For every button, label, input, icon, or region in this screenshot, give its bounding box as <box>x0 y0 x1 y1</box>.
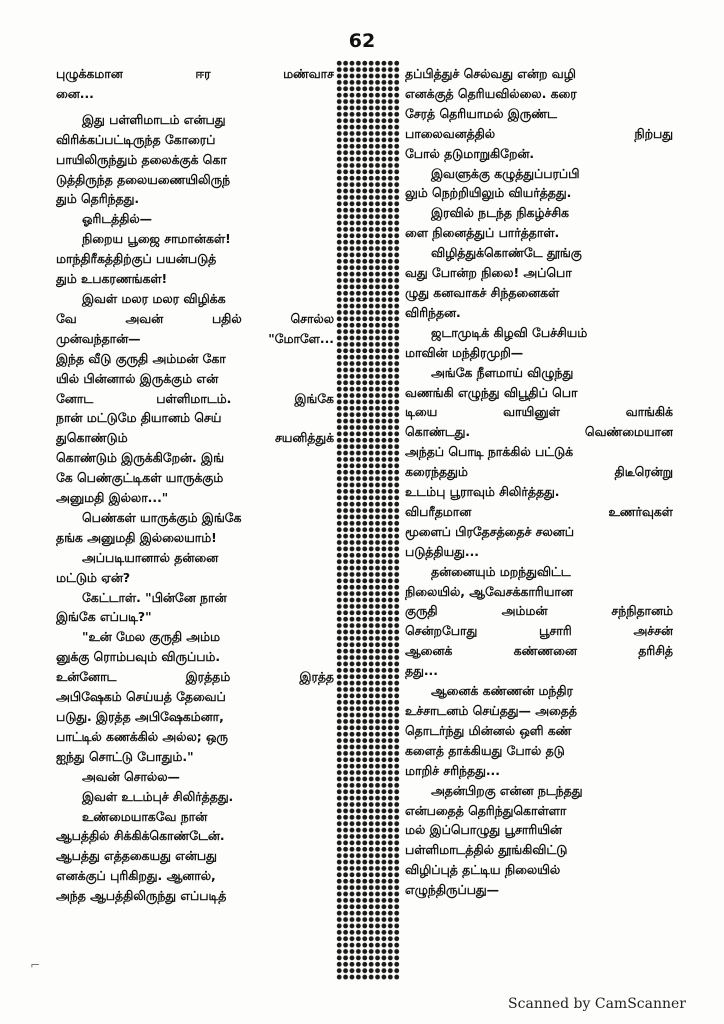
text-line: நான் மட்டுமே தியானம் செய் <box>56 410 222 426</box>
text-line: ழுது கனவாகச் சிந்தனைகள் <box>405 284 560 300</box>
text-line: ஜடாமுடிக் கிழவி பேச்சியம் <box>431 324 588 340</box>
text-line: ஐந்து சொட்டு போதும்." <box>56 748 194 764</box>
text-line: அபிஷேகம் செய்யத் தேவைப் <box>56 689 226 705</box>
text-line: போல் தடுமாறுகிறேன். <box>405 145 535 161</box>
right-text-column <box>405 64 673 900</box>
text-line: யில் பின்னால் இருக்கும் என் <box>56 370 219 386</box>
text-line: இவள் உடம்புச் சிலிர்த்தது. <box>82 788 234 804</box>
text-line: டியை வாயினுள் வாங்கிக் <box>405 404 673 420</box>
text-line: அந்த ஆபத்திலிருந்து எப்படித் <box>56 888 227 904</box>
text-line: உன்னோட இரத்தம் இரத்த <box>56 669 334 685</box>
text-line: உச்சாடனம் செய்தது— அதைத் <box>405 703 577 718</box>
text-line: லும் நெற்றியிலும் வியர்த்தது. <box>405 185 572 201</box>
text-line: அங்கே நீளமாய் விழுந்து <box>431 364 574 380</box>
text-line: புழுக்கமான ஈர மண்வாச <box>56 66 334 81</box>
text-line: விழிப்புத் தட்டிய நிலையில் <box>405 862 561 878</box>
text-line: கொண்டது. வெண்மையான <box>405 424 673 440</box>
text-line: கேட்டாள். "பின்னே நான் <box>82 589 227 605</box>
text-line: பள்ளிமாடத்தில் தூங்கிவிட்டு <box>405 842 568 858</box>
text-line: நிறைய பூஜை சாமான்கள்! <box>82 231 231 247</box>
text-line: தப்பித்துச் செல்வது என்ற வழி <box>405 66 576 81</box>
text-line: விரிக்கப்பட்டிருந்த கோரைப் <box>56 131 216 147</box>
text-line: எனக்குத் தெரியவில்லை. கரை <box>405 85 577 101</box>
page-number: 62 <box>348 30 376 52</box>
text-line: இந்த வீடு குருதி அம்மன் கோ <box>56 350 226 366</box>
text-line: தும் தெரிந்தது. <box>56 191 140 207</box>
text-line: மாவின் மந்திரமுறி— <box>405 344 524 360</box>
text-line: ஓரிடத்தில்— <box>82 211 153 227</box>
text-line: துகொண்டும் சயனித்துக் <box>56 430 334 446</box>
text-line: "உன் மேல குருதி அம்ம <box>82 629 220 645</box>
text-line: னை... <box>56 85 94 101</box>
text-line: பெண்கள் யாருக்கும் இங்கே <box>82 509 242 525</box>
text-line: படுத்தியது... <box>405 543 479 559</box>
text-line: தது... <box>405 663 438 679</box>
text-line: வணங்கி எழுந்து விபூதிப் பொ <box>405 384 578 400</box>
text-line: கே பெண்குட்டிகள் யாருக்கும் <box>56 470 224 486</box>
text-line: ஆனைக் கண்ணனை தரிசித் <box>405 643 673 659</box>
text-line: முன்வந்தான்— "மோளே... <box>56 330 334 346</box>
text-line: படுது. இரத்த அபிஷேகம்னா, <box>56 709 224 724</box>
text-line: மாறிச் சரிந்தது... <box>405 762 500 778</box>
text-line: மல் இப்பொழுது பூசாரியின் <box>405 822 562 838</box>
text-line: பாலைவனத்தில் நிற்பது <box>405 125 673 141</box>
text-line: இவள் மலர மலர விழிக்க <box>82 290 226 306</box>
text-line: உடம்பு பூராவும் சிலிர்த்தது. <box>405 484 560 500</box>
text-line: டுத்திருந்த தலையணையிலிருந் <box>56 171 231 187</box>
text-line: களைத் தாக்கியது போல் தடு <box>405 742 565 758</box>
text-line: னோட பள்ளிமாடம். இங்கே <box>56 390 334 406</box>
text-line: கரைந்ததும் திடீரென்று <box>405 464 673 480</box>
text-line: ஆனைக் கண்ணன் மந்திர <box>431 683 573 699</box>
text-line: அவன் சொல்ல— <box>82 768 180 784</box>
text-line: அப்படியானால் தன்னை <box>82 549 219 565</box>
text-line: மூளைப் பிரதேசத்தைச் சலனப் <box>405 523 575 539</box>
text-line: என்பதைத் தெரிந்துகொள்ளா <box>405 802 567 818</box>
text-line: னுக்கு ரொம்பவும் விருப்பம். <box>56 649 221 665</box>
text-line: வது போன்ற நிலை! அப்பொ <box>405 265 572 281</box>
text-line: குருதி அம்மன் சந்நிதானம் <box>405 603 673 619</box>
text-line: சென்றபோது பூசாரி அச்சன் <box>405 623 673 639</box>
text-line: அந்தப் பொடி நாக்கில் பட்டுக் <box>405 444 574 460</box>
text-line: இவளுக்கு கழுத்துப்பரப்பி <box>431 165 580 181</box>
text-line: இது பள்ளிமாடம் என்பது <box>82 111 226 127</box>
text-line: தங்க அனுமதி இல்லையாம்! <box>56 529 217 545</box>
text-line: வே அவன் பதில் சொல்ல <box>56 310 334 326</box>
corner-mark: ⌐ <box>30 958 41 972</box>
dotted-column-divider <box>336 60 400 980</box>
text-line: ஆபத்தில் சிக்கிக்கொண்டேன். <box>56 828 225 844</box>
text-line: கொண்டும் இருக்கிறேன். இங் <box>56 450 224 466</box>
text-line: தொடர்ந்து மின்னல் ஒளி கண் <box>405 722 572 738</box>
text-line: உண்மையாகவே நான் <box>82 808 208 824</box>
text-line: மட்டும் ஏன்? <box>56 569 131 585</box>
text-line: எழுந்திருப்பது— <box>405 882 500 898</box>
text-line: விரிந்தன. <box>405 304 461 320</box>
text-line: அனுமதி இல்லா..." <box>56 490 169 506</box>
text-line: ஆபத்து எத்தகையது என்பது <box>56 848 217 864</box>
text-line: இங்கே எப்படி?" <box>56 609 152 625</box>
text-line: பாட்டில் கணக்கில் அல்ல; ஒரு <box>56 728 228 744</box>
text-line: விழித்துக்கொண்டே தூங்கு <box>431 245 582 261</box>
text-line: இரவில் நடந்த நிகழ்ச்சிக <box>431 205 569 221</box>
text-line: நிலையில், ஆவேசக்காரியான <box>405 583 573 599</box>
text-line: விபரீதமான உணர்வுகள் <box>405 503 673 519</box>
left-text-column <box>56 64 334 906</box>
text-line: எனக்குப் புரிகிறது. ஆனால், <box>56 868 216 884</box>
scanner-watermark: Scanned by CamScanner <box>508 996 686 1012</box>
text-line: ளை நினைத்துப் பார்த்தாள். <box>405 225 560 241</box>
text-line: பாயிலிருந்தும் தலைக்குக் கொ <box>56 151 227 167</box>
text-line: சேரத் தெரியாமல் இருண்ட <box>405 105 557 121</box>
text-line: அதன்பிறகு என்ன நடந்தது <box>431 782 583 798</box>
text-line: தன்னையும் மறந்துவிட்ட <box>431 563 571 579</box>
text-line: தும் உபகரணங்கள்! <box>56 271 168 287</box>
text-line: மாந்திரீகத்திற்குப் பயன்படுத் <box>56 251 217 267</box>
